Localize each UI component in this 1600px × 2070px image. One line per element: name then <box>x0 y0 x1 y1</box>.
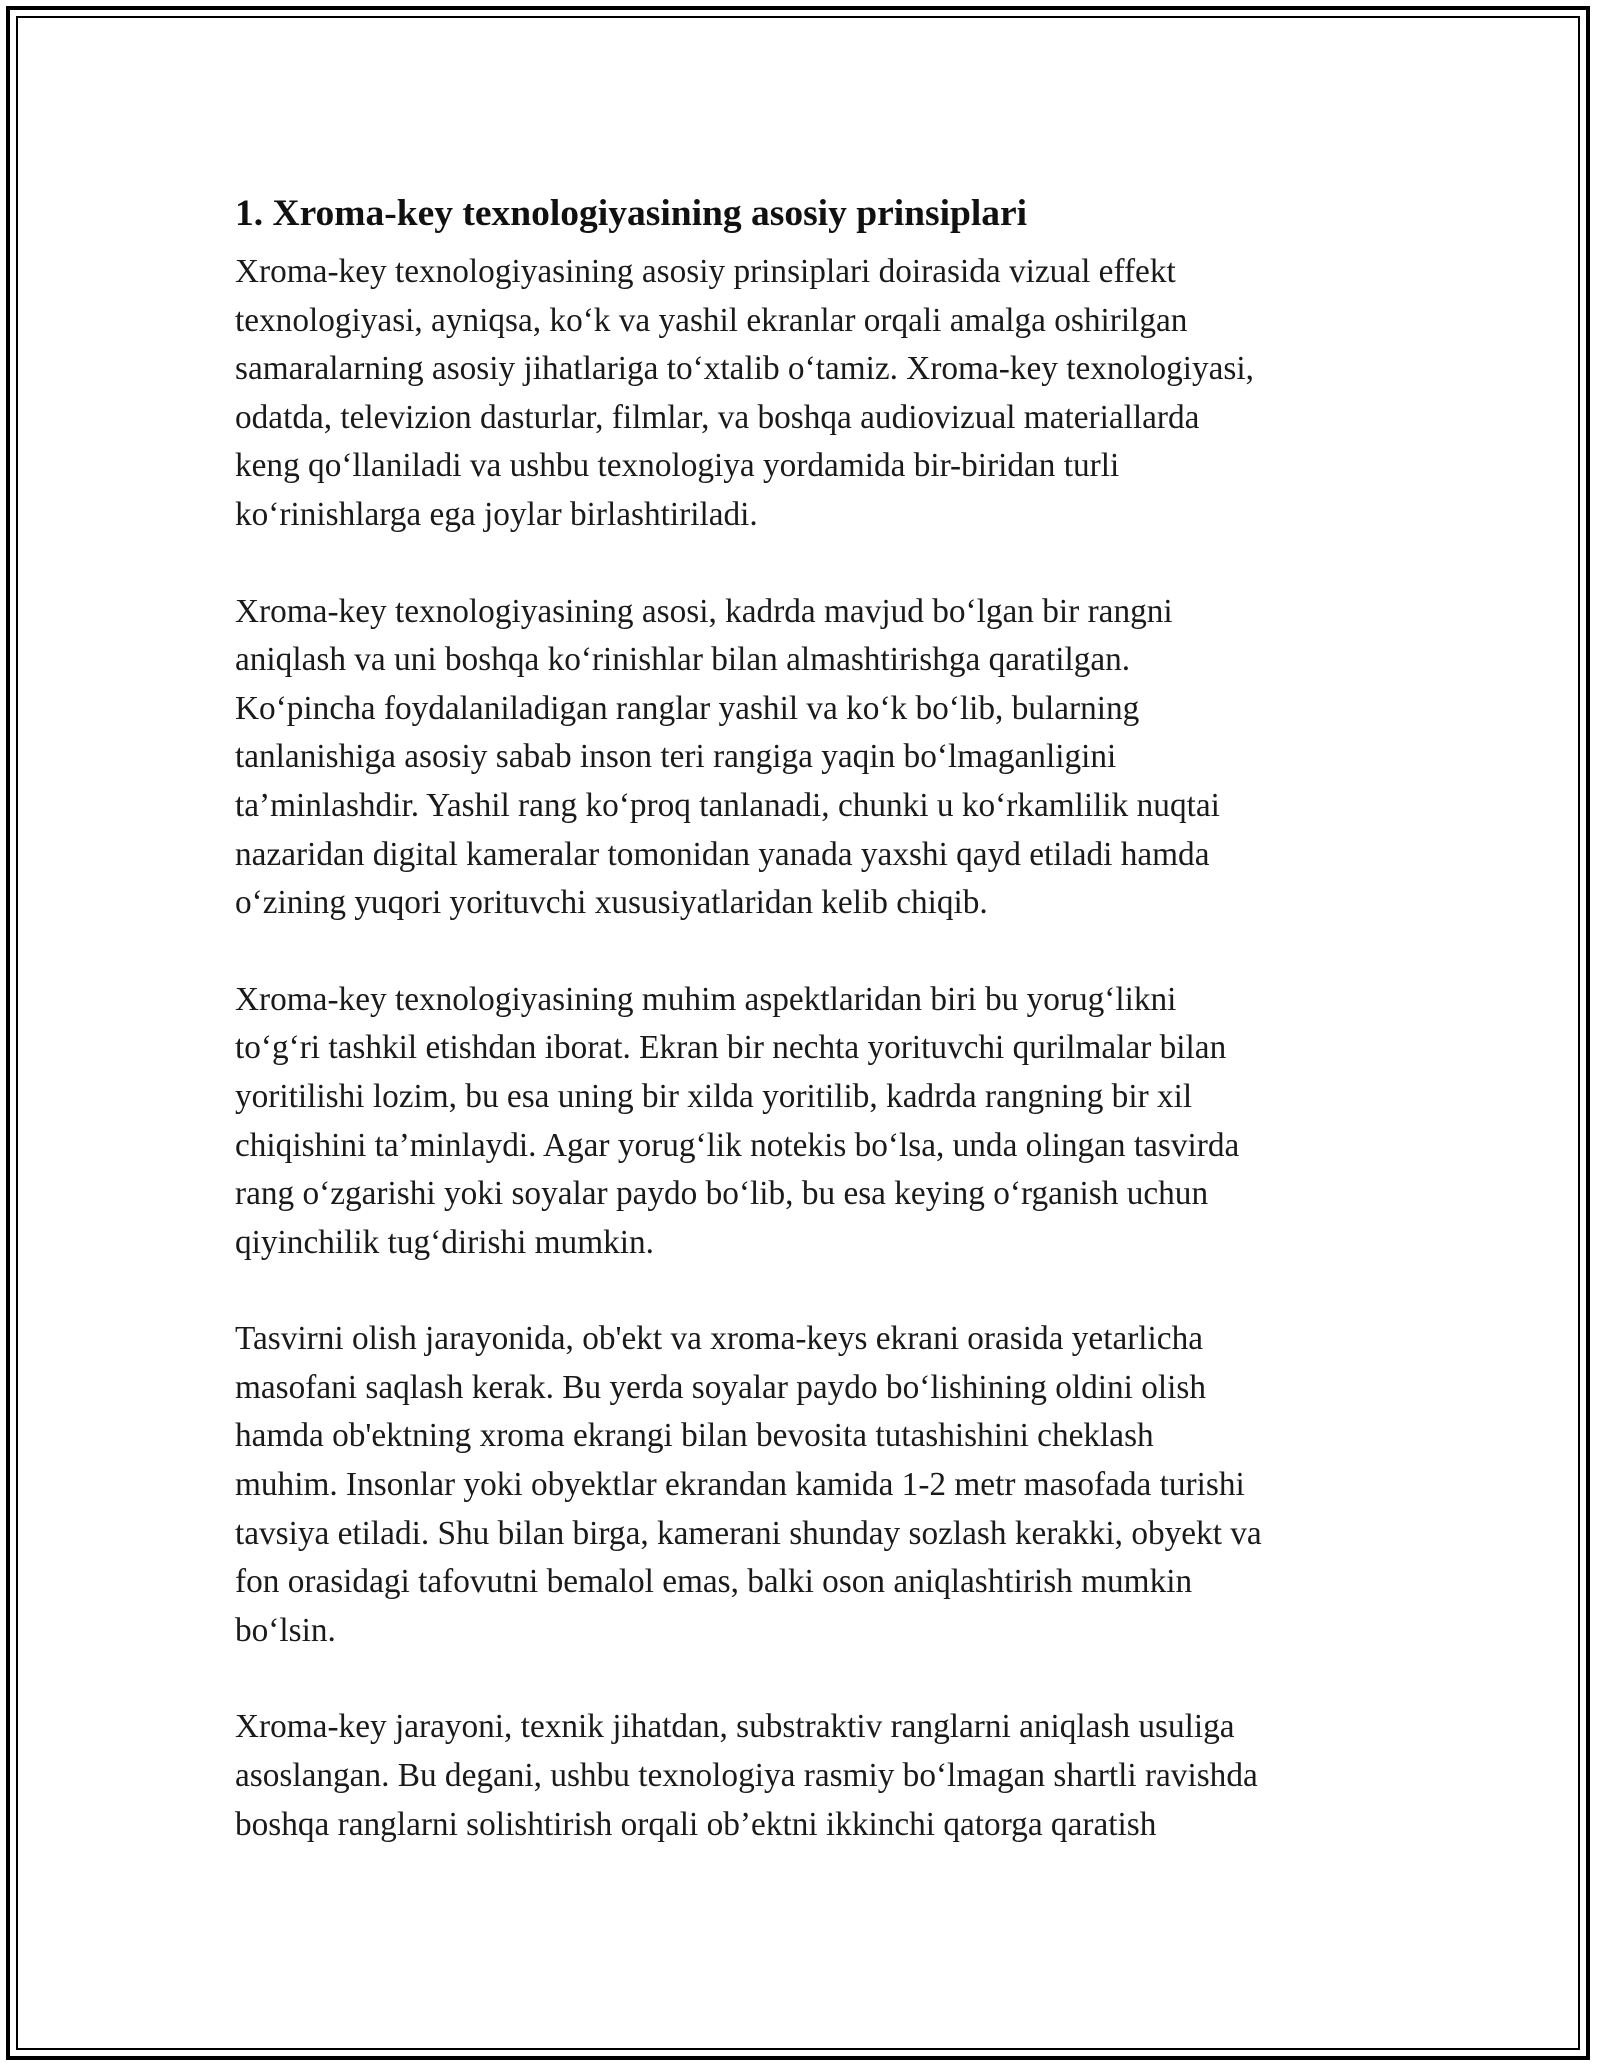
text-line: boshqa ranglarni solishtirish orqali ob’ektni ikkinchi qatorga qaratish <box>235 1805 1157 1843</box>
text-line: Tasvirni olish jarayonida, ob'ekt va xroma-keys ekrani orasida yetarlicha <box>235 1320 1204 1358</box>
document-page <box>235 186 1375 1897</box>
text-line: Xroma-key jarayoni, texnik jihatdan, substraktiv ranglarni aniqlash usuliga <box>235 1708 1235 1746</box>
text-line: muhim. Insonlar yoki obyektlar ekrandan kamida 1-2 metr masofada turishi <box>235 1466 1245 1504</box>
text-line: Ko‘pincha foydalaniladigan ranglar yashil va ko‘k bo‘lib, bularning <box>235 689 1140 727</box>
text-line: ta’minlashdir. Yashil rang ko‘proq tanlanadi, chunki u ko‘rkamlilik nuqtai <box>235 786 1220 824</box>
text-line: fon orasidagi tafovutni bemalol emas, balki oson aniqlashtirish mumkin <box>235 1563 1193 1601</box>
text-line: chiqishini ta’minlaydi. Agar yorug‘lik notekis bo‘lsa, unda olingan tasvirda <box>235 1126 1240 1164</box>
text-line: to‘g‘ri tashkil etishdan iborat. Ekran bir nechta yorituvchi qurilmalar bilan <box>235 1029 1227 1067</box>
text-line: aniqlash va uni boshqa ko‘rinishlar bilan almashtirishga qaratilgan. <box>235 641 1131 679</box>
text-line: nazaridan digital kameralar tomonidan yanada yaxshi qayd etiladi hamda <box>235 835 1210 873</box>
paragraph-4 <box>235 1315 1375 1655</box>
paragraph-5 <box>235 1703 1375 1849</box>
section-heading: 1. Xroma-key texnologiyasining asosiy prinsiplari <box>235 193 1028 234</box>
paragraph-3 <box>235 976 1375 1268</box>
text-line: yoritilishi lozim, bu esa uning bir xilda yoritilib, kadrda rangning bir xil <box>235 1077 1193 1115</box>
text-line: samaralarning asosiy jihatlariga to‘xtalib o‘tamiz. Xroma-key texnologiyasi, <box>235 350 1254 388</box>
text-line: keng qo‘llaniladi va ushbu texnologiya yordamida bir-biridan turli <box>235 447 1120 485</box>
text-line: asoslangan. Bu degani, ushbu texnologiya rasmiy bo‘lmagan shartli ravishda <box>235 1757 1258 1795</box>
text-line: hamda ob'ektning xroma ekrangi bilan bevosita tutashishini cheklash <box>235 1417 1154 1455</box>
text-line: texnologiyasi, ayniqsa, ko‘k va yashil ekranlar orqali amalga oshirilgan <box>235 301 1188 339</box>
text-line: qiyinchilik tug‘dirishi mumkin. <box>235 1223 654 1261</box>
text-line: tavsiya etiladi. Shu bilan birga, kamerani shunday sozlash kerakki, obyekt va <box>235 1514 1262 1552</box>
paragraph-2 <box>235 588 1375 928</box>
paragraph-1 <box>235 248 1375 540</box>
text-line: Xroma-key texnologiyasining asosiy prinsiplari doirasida vizual effekt <box>235 253 1176 290</box>
text-line: ko‘rinishlarga ega joylar birlashtiriladi. <box>235 495 758 533</box>
text-line: masofani saqlash kerak. Bu yerda soyalar paydo bo‘lishining oldini olish <box>235 1368 1206 1406</box>
text-line: tanlanishiga asosiy sabab inson teri rangiga yaqin bo‘lmaganligini <box>235 738 1117 776</box>
text-line: Xroma-key texnologiyasining muhim aspektlaridan biri bu yorug‘likni <box>235 980 1177 1018</box>
text-line: rang o‘zgarishi yoki soyalar paydo bo‘lib, bu esa keying o‘rganish uchun <box>235 1175 1209 1213</box>
text-line: odatda, televizion dasturlar, filmlar, va boshqa audiovizual materiallarda <box>235 398 1200 436</box>
text-line: Xroma-key texnologiyasining asosi, kadrda mavjud bo‘lgan bir rangni <box>235 592 1173 630</box>
text-line: o‘zining yuqori yorituvchi xususiyatlaridan kelib chiqib. <box>235 884 988 922</box>
text-line: bo‘lsin. <box>235 1611 336 1649</box>
